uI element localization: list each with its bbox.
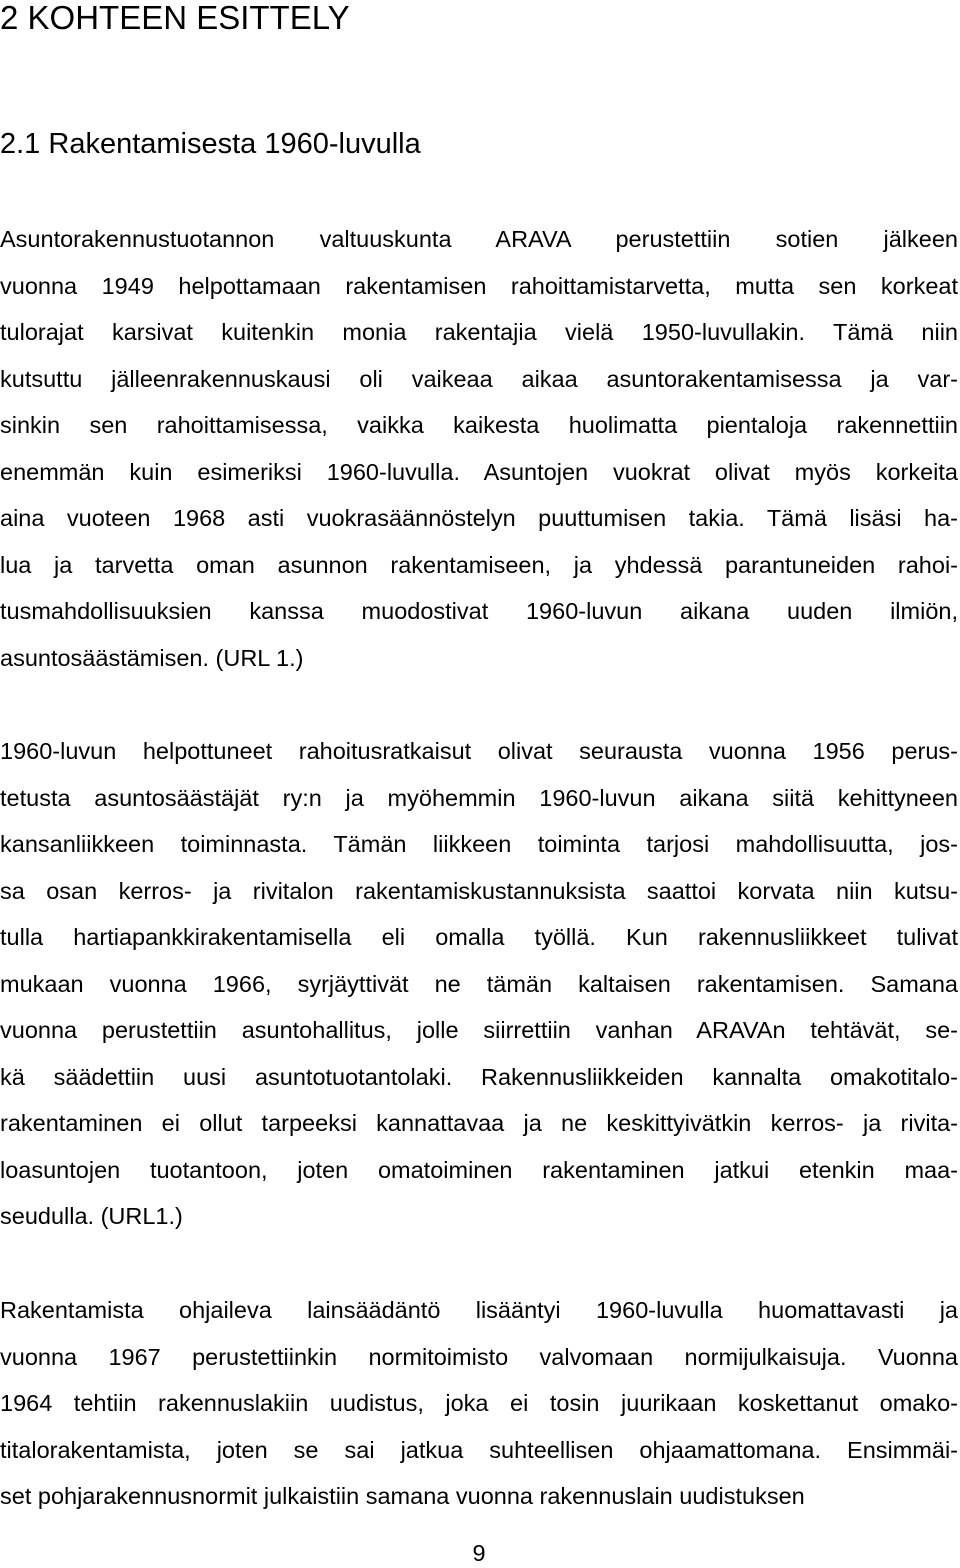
paragraph-1 bbox=[0, 216, 958, 681]
text-line: vuonna 1967 perustettiinkin normitoimisto valvomaan normijulkaisuja. Vuonna bbox=[0, 1343, 958, 1370]
text-line: enemmän kuin esimeriksi 1960-luvulla. Asuntojen vuokrat olivat myös korkeita bbox=[0, 458, 958, 485]
text-line: rakentaminen ei ollut tarpeeksi kannattavaa ja ne keskittyivätkin kerros- ja rivita- bbox=[0, 1110, 958, 1136]
text-line: 1964 tehtiin rakennuslakiin uudistus, joka ei tosin juurikaan koskettanut omako- bbox=[0, 1390, 958, 1416]
text-line: sa osan kerros- ja rivitalon rakentamiskustannuksista saattoi korvata niin kutsu- bbox=[0, 877, 958, 904]
text-line: mukaan vuonna 1966, syrjäyttivät ne tämän kaltaisen rakentamisen. Samana bbox=[0, 970, 958, 997]
section-heading: 2.1 Rakentamisesta 1960-luvulla bbox=[0, 128, 421, 160]
paragraph-3 bbox=[0, 1287, 958, 1520]
text-line: aina vuoteen 1968 asti vuokrasäännöstelyn puuttumisen takia. Tämä lisäsi ha- bbox=[0, 505, 958, 531]
text-line: vuonna perustettiin asuntohallitus, jolle siirrettiin vanhan ARAVAn tehtävät, se- bbox=[0, 1017, 958, 1043]
text-line: tetusta asuntosäästäjät ry:n ja myöhemmin 1960-luvun aikana siitä kehittyneen bbox=[0, 784, 958, 811]
text-line: sinkin sen rahoittamisessa, vaikka kaikesta huolimatta pientaloja rakennettiin bbox=[0, 412, 958, 438]
text-line: kutsuttu jälleenrakennuskausi oli vaikeaa aikaa asuntorakentamisessa ja var- bbox=[0, 365, 958, 392]
paragraph-2 bbox=[0, 728, 958, 1240]
text-line: titalorakentamista, joten se sai jatkua suhteellisen ohjaamattomana. Ensimmäi- bbox=[0, 1436, 958, 1463]
text-line: Rakentamista ohjaileva lainsäädäntö lisääntyi 1960-luvulla huomattavasti ja bbox=[0, 1297, 958, 1323]
text-line: lua ja tarvetta oman asunnon rakentamiseen, ja yhdessä parantuneiden rahoi- bbox=[0, 551, 958, 578]
text-line: kä säädettiin uusi asuntotuotantolaki. Rakennusliikkeiden kannalta omakotitalo- bbox=[0, 1063, 958, 1090]
text-line: seudulla. (URL1.) bbox=[0, 1203, 183, 1229]
text-line: vuonna 1949 helpottamaan rakentamisen rahoittamistarvetta, mutta sen korkeat bbox=[0, 272, 958, 299]
text-line: 1960-luvun helpottuneet rahoitusratkaisut olivat seurausta vuonna 1956 perus- bbox=[0, 738, 958, 764]
text-line: tulorajat karsivat kuitenkin monia rakentajia vielä 1950-luvullakin. Tämä niin bbox=[0, 319, 958, 345]
page-number: 9 bbox=[472, 1540, 486, 1566]
text-line: kansanliikkeen toiminnasta. Tämän liikkeen toiminta tarjosi mahdollisuutta, jos- bbox=[0, 831, 958, 857]
text-line: asuntosäästämisen. (URL 1.) bbox=[0, 644, 304, 671]
text-line: loasuntojen tuotantoon, joten omatoiminen rakentaminen jatkui etenkin maa- bbox=[0, 1156, 958, 1183]
text-line: Asuntorakennustuotannon valtuuskunta ARAVA perustettiin sotien jälkeen bbox=[0, 226, 958, 252]
text-line: tulla hartiapankkirakentamisella eli omalla työllä. Kun rakennusliikkeet tulivat bbox=[0, 924, 958, 950]
chapter-heading: 2 KOHTEEN ESITTELY bbox=[0, 0, 350, 36]
text-line: set pohjarakennusnormit julkaistiin samana vuonna rakennuslain uudistuksen bbox=[0, 1483, 805, 1509]
text-line: tusmahdollisuuksien kanssa muodostivat 1960-luvun aikana uuden ilmiön, bbox=[0, 598, 958, 624]
